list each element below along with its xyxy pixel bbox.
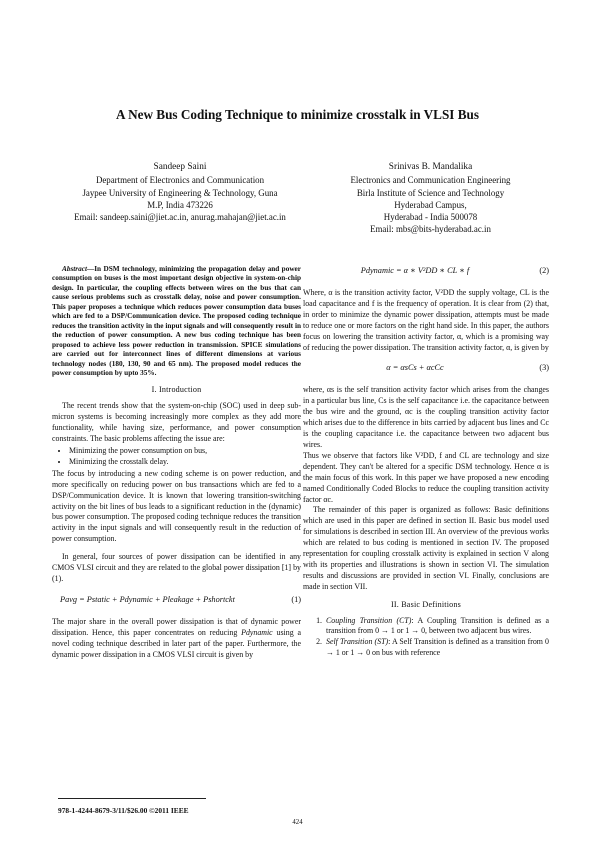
author-affiliation-line: Birla Institute of Science and Technology [356,187,505,198]
abstract-text: —In DSM technology, minimizing the propagation delay and power consumption on buses is the most important design objective in system-on-chip design. In particular, the coupling effects between wires on the bus that can cause serious problems such as crosstalk delay, noise and power consumption. This paper proposes a technique which reduces power consumption data buses which are fed to a DSP/Communication device. The proposed coding technique reduces the transition activity in the input signals and will consequently result in the reduction of power consumption. A new bus coding technique has been proposed to achieve less power reduction in transmission. SPICE simulations are carried out for interconnect lines of different dimensions at various technology nodes (180, 130, 90 and 65 nm). The proposed model reduces the power consumption by upto 35%. [52,265,301,377]
list-item: • Minimizing the crosstalk delay. [69,457,301,468]
author-name: Srinivas B. Mandalika [388,162,473,172]
intro-paragraph-4 [52,617,301,661]
author-email: Email: mbs@bits-hyderabad.ac.in [370,224,491,235]
author-block-1 [52,161,308,223]
intro-paragraph-2: The focus by introducing a new coding scheme is on power reduction, and more specifically on reducing power on bus transactions which are fed to a DSP/Communication device. It is known that lowering transition-switching activity on the bit lines of bus leads to a significant reduction in the (dynamic) bus power consumption. The proposed coding technique reduces the transition activity in the input signals and will consequently result in the reduction of power consumption. [52,468,301,544]
equation-1-expression: Pavg = Pstatic + Pdynamic + Pleakage + Pshortckt [60,594,235,604]
equation-1-number: (1) [291,594,301,604]
equation-2-number: (2) [539,266,549,275]
list-item [324,616,549,638]
definition-text: : A Self Transition is defined as a transition from 0 → 1 or 1 → 0 on bus with reference [326,637,549,658]
p-dynamic-symbol: Pdynamic [241,627,273,637]
abstract [52,265,301,378]
equation-3-number: (3) [539,363,549,373]
author-affiliation-line: M.P, India 473226 [147,199,213,210]
author-email: Email: sandeep.saini@jiet.ac.in, anurag.mahajan@jiet.ac.in [74,212,286,223]
equation-3 [303,363,549,378]
author-affiliation-line: Electronics and Communication Engineering [350,175,511,186]
equation-1 [52,595,301,610]
intro-paragraph-4-text: using a novel coding technique described in later part of the paper. Furthermore, the dynamic power dissipation in a CMOS VLSI circuit is given by [52,627,301,659]
alpha-paragraph: where, αs is the self transition activity factor which arises from the changes in a particular bus line, Cs is the self capacitance i.e. the capacitance between the bus wire and the ground, αc is the coupling transition activity factor which arises due to the difference in bits carried by adjacent bus lines and Cc is the coupling capacitance i.e. the capacitance between two adjacent bus wires. [303,385,549,449]
author-affiliation-line: Department of Electronics and Communication [95,175,265,186]
footnote-divider [58,798,206,799]
page-number: 424 [292,819,303,826]
equation-3-expression: α = αsCs + αcCc [386,363,444,373]
intro-paragraph-3: In general, four sources of power dissipation can be identified in any CMOS VLSI circuit and they are related to the global power dissipation [1] by (1). [52,552,301,583]
list-item: • Minimizing the power consumption on bus, [69,446,301,457]
author-name: Sandeep Saini [153,162,207,172]
author-block-2 [312,161,549,236]
author-affiliation-line: Hyderabad - India 500078 [383,212,478,223]
author-affiliation-line: Jaypee University of Engineering & Technology, Guna [82,187,278,198]
definition-text: : A Coupling Transition is defined as a transition from 0 → 1 or 1 → 0, between two adjacent bus wires. [326,615,549,636]
paper-title: A New Bus Coding Technique to minimize crosstalk in VLSI Bus [116,107,479,122]
section-heading-basic-definitions: II. Basic Definitions [390,599,462,609]
where-paragraph: Where, α is the transition activity factor, V²DD the supply voltage, CL is the load capacitance and f is the frequency of operation. It is clear from (2) that, in order to minimize the dynamic power dissipation, attempts must be made to reduce one or more factors on the right hand side. In this paper, the authors focus on lowering the transition activity factor, α, which is a promising way of reducing the power dissipation. The transition activity factor, α, is given by [303,288,549,352]
equation-2 [303,266,549,281]
right-column [303,265,549,659]
definition-term: Self Transition (ST) [326,637,389,647]
list-item [324,637,549,659]
equation-2-expression: Pdynamic = α ∗ V²DD ∗ CL ∗ f [360,266,470,275]
intro-bullet-list [52,446,301,468]
thus-paragraph: Thus we observe that factors like V²DD, f and CL are technology and size dependent. They can't be altered for a specific DSM technology. Hence α is the main focus of this work. In this paper we have proposed a new encoding named Conditionally Coded Blocks to reduce the coupling transition activity factor αc. [303,450,549,504]
copyright-footnote: 978-1-4244-8679-3/11/$26.00 ©2011 IEEE [58,806,189,815]
left-column [52,265,301,660]
definitions-list [303,616,549,660]
remainder-paragraph: The remainder of this paper is organized as follows: Basic definitions which are used in this paper are defined in section II. Basic bus model used for simulations is described in section III. An overview of the previous works which are related to bus coding is mentioned in section IV. The proposed representation for coupling crosstalk activity is explained in section V along with its properties and illustrations is shown in section VI. The simulation results and discussions are provided in section VI. Finally, conclusions are made in section VII. [303,505,549,591]
section-heading-introduction: I. Introduction [151,385,202,395]
intro-paragraph-4-text: The major share in the overall power dissipation is that of dynamic power dissipation. Hence, this paper concentrates on reducing [52,616,301,637]
abstract-label: Abstract [62,265,87,273]
intro-paragraph-1: The recent trends show that the system-on-chip (SOC) used in deep sub-micron systems is becoming increasingly more complex as they add more functionality, while having size, performance, and power consumption constraints. The basic problems affecting the issue are: [52,401,301,444]
definition-term: Coupling Transition (CT) [326,615,412,625]
author-affiliation-line: Hyderabad Campus, [394,199,467,210]
